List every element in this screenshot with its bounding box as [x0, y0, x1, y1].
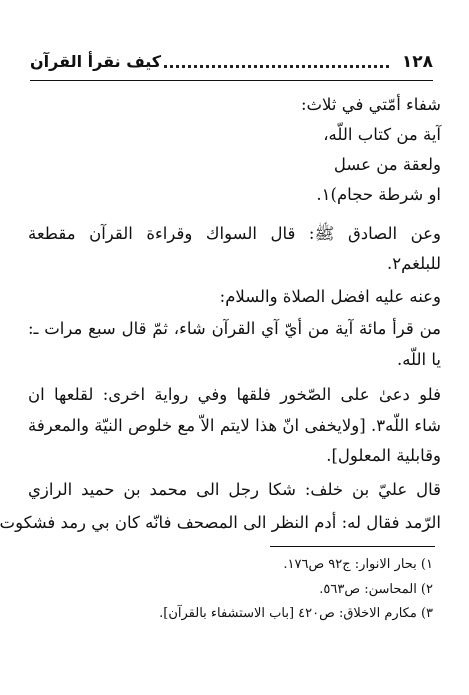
- body-line: الرّمد فقال له: أدم النظر الى المصحف فانّه كان بي رمد فشكوت: [0, 513, 441, 532]
- body-line: او شرطة حجام)١.: [316, 185, 441, 204]
- body-line: للبلغم٢.: [387, 254, 441, 273]
- body-line: شفاء أمّتي في ثلاث:: [300, 95, 441, 114]
- body-line: قال عليّ بن خلف: شكا رجل الى محمد بن حميد الرازي: [28, 480, 441, 499]
- header-dotted-leader: [164, 65, 389, 68]
- header-rule: [30, 80, 433, 81]
- body-line: ولعقة من عسل: [333, 155, 441, 174]
- body-line: آية من كتاب اللّه،: [323, 125, 441, 144]
- footnote-rule: [270, 546, 435, 547]
- body-line: من قرأ مائة آية من أيّ آي القرآن شاء، ثمّ قال سبع مرات ـ:: [28, 319, 441, 338]
- body-line: فلو دعىٰ على الصّخور فلقها وفي رواية اخرى: لقلعها ان: [28, 385, 441, 404]
- body-line: وعن الصادق ﷺ: قال السواك وقراءة القرآن مقطعة: [28, 224, 441, 243]
- page-number: ١٢٨: [401, 52, 433, 72]
- footnote: ٣) مكارم الاخلاق: ص٤٢٠ [باب الاستشفاء بالقرآن].: [159, 606, 433, 621]
- running-title: كيف نقرأ القرآن: [30, 52, 162, 71]
- body-line: وعنه عليه افضل الصلاة والسلام:: [219, 287, 441, 306]
- body-line: يا اللّه.: [396, 350, 441, 369]
- body-line: وقابلية المعلول].: [326, 446, 441, 465]
- footnote: ١) بحار الانوار: ج٩٢ ص١٧٦.: [283, 557, 433, 572]
- page-header: [30, 52, 433, 82]
- body-line: شاء اللّه٣. [ولايخفى انّ هذا لايتم الاّ مع خلوص النيّة والمعرفة: [28, 416, 441, 435]
- footnote: ٢) المحاسن: ص٥٦٣.: [319, 582, 433, 597]
